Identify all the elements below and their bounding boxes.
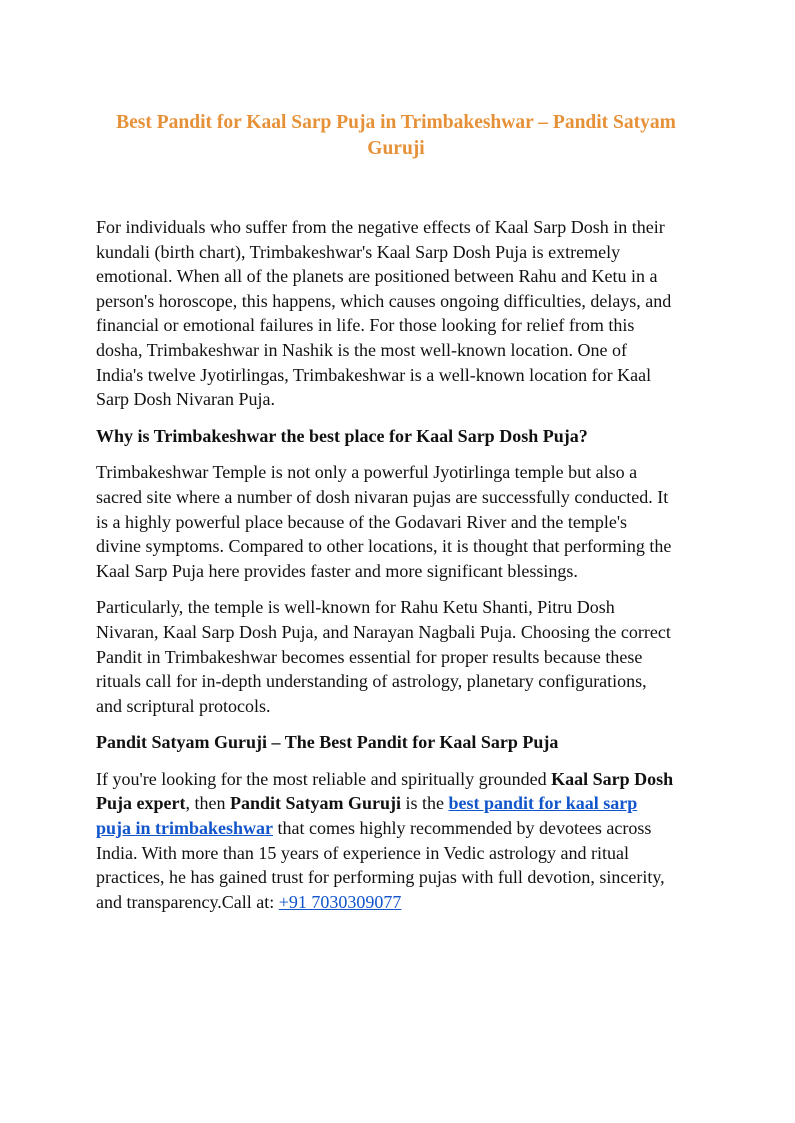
particular-line: Nivaran, Kaal Sarp Dosh Puja, and Narayan Nagbali Puja. Choosing the correct: [96, 621, 671, 642]
pandit-bold-name: Pandit Satyam Guruji: [229, 793, 402, 814]
intro-line: dosha, Trimbakeshwar in Nashik is the most well-known location. One of: [96, 339, 627, 360]
pandit-line-4: India. With more than 15 years of experience in Vedic astrology and ritual: [96, 842, 629, 863]
heading-why-trimbakeshwar: Why is Trimbakeshwar the best place for Kaal Sarp Dosh Puja?: [96, 425, 588, 446]
title-line-1: Best Pandit for Kaal Sarp Puja in Trimbakeshwar – Pandit Satyam: [116, 112, 676, 133]
pandit-line-5: practices, he has gained trust for performing pujas with full devotion, sincerity,: [96, 867, 665, 888]
pandit-text: , then: [185, 793, 230, 814]
pandit-bold-kaal-sarp: Kaal Sarp Dosh: [551, 768, 674, 789]
why-line: Kaal Sarp Puja here provides faster and more significant blessings.: [96, 560, 578, 581]
particular-line: and scriptural protocols.: [96, 695, 271, 716]
why-line: Trimbakeshwar Temple is not only a powerful Jyotirlinga temple but also a: [96, 462, 638, 483]
pandit-bold-puja-expert: Puja expert: [96, 793, 186, 814]
title-line-2: Guruji: [367, 138, 425, 159]
why-line: divine symptoms. Compared to other locations, it is thought that performing the: [96, 536, 672, 557]
pandit-line-6: [96, 890, 696, 915]
particular-line: rituals call for in-depth understanding of astrology, planetary configurations,: [96, 671, 647, 692]
why-paragraph: [96, 460, 696, 583]
best-pandit-link-continued[interactable]: puja in trimbakeshwar: [96, 818, 274, 839]
particular-line: Particularly, the temple is well-known for Rahu Ketu Shanti, Pitru Dosh: [96, 597, 615, 618]
pandit-line-1: [96, 767, 696, 792]
pandit-text: and transparency.Call at:: [96, 891, 279, 912]
intro-line: kundali (birth chart), Trimbakeshwar's Kaal Sarp Dosh Puja is extremely: [96, 241, 621, 262]
pandit-paragraph: [96, 767, 696, 915]
pandit-text: is the: [401, 793, 449, 814]
intro-line: emotional. When all of the planets are positioned between Rahu and Ketu in a: [96, 266, 658, 287]
document-page: [96, 110, 696, 914]
why-line: sacred site where a number of dosh nivaran pujas are successfully conducted. It: [96, 486, 669, 507]
particular-line: Pandit in Trimbakeshwar becomes essential for proper results because these: [96, 646, 643, 667]
intro-line: India's twelve Jyotirlingas, Trimbakeshwar is a well-known location for Kaal: [96, 364, 652, 385]
pandit-line-2: [96, 791, 696, 816]
intro-paragraph: [96, 215, 696, 412]
particular-paragraph: [96, 595, 696, 718]
intro-line: For individuals who suffer from the negative effects of Kaal Sarp Dosh in their: [96, 217, 665, 237]
page-title: [96, 110, 696, 162]
pandit-line-3: [96, 816, 696, 841]
pandit-text: that comes highly recommended by devotees across: [273, 818, 652, 839]
intro-line: person's horoscope, this happens, which causes ongoing difficulties, delays, and: [96, 290, 672, 311]
best-pandit-link[interactable]: best pandit for kaal sarp: [448, 793, 638, 814]
intro-line: Sarp Dosh Nivaran Puja.: [96, 389, 275, 410]
why-line: is a highly powerful place because of the Godavari River and the temple's: [96, 511, 628, 532]
heading-pandit-satyam: Pandit Satyam Guruji – The Best Pandit for Kaal Sarp Puja: [96, 732, 559, 753]
pandit-text: If you're looking for the most reliable and spiritually grounded: [96, 768, 552, 789]
phone-link[interactable]: +91 7030309077: [278, 891, 402, 912]
intro-line: financial or emotional failures in life. For those looking for relief from this: [96, 315, 635, 336]
